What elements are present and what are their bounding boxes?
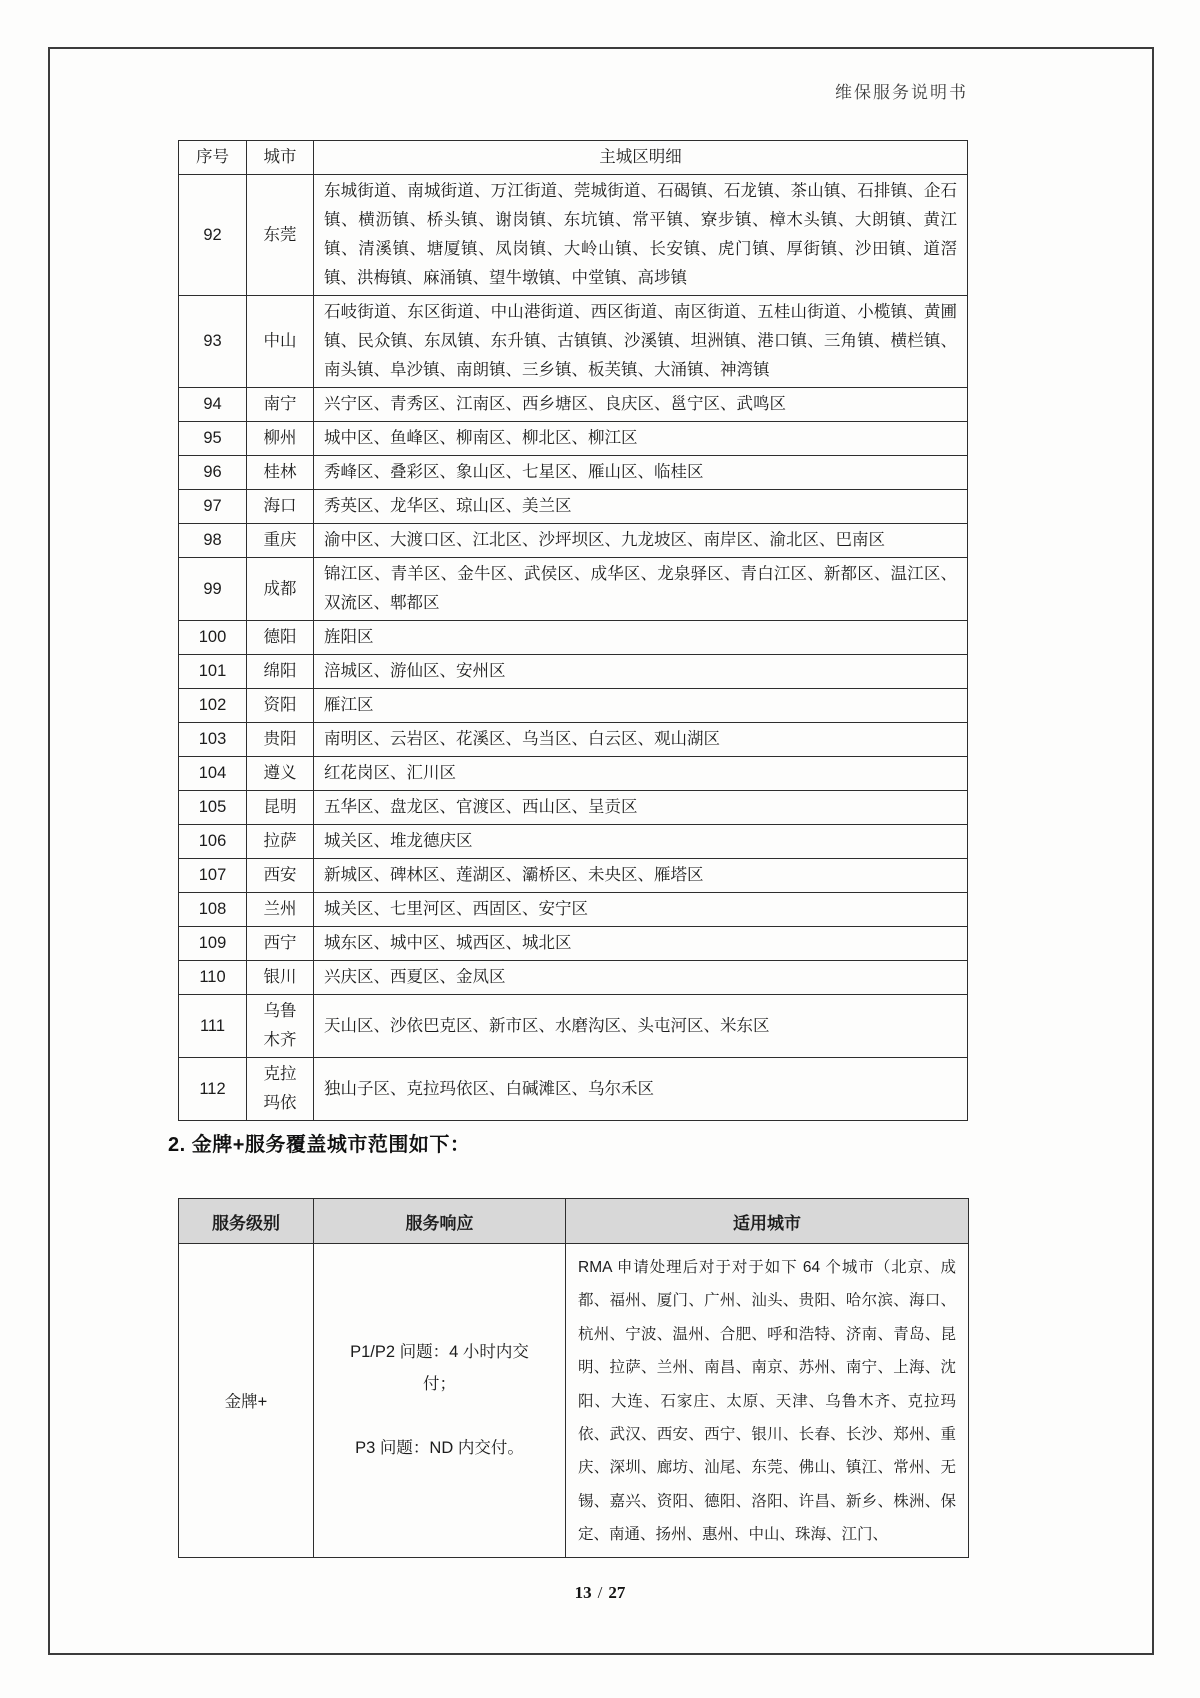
row-districts-cell: 旌阳区 [314, 621, 968, 655]
row-number-cell: 105 [179, 791, 247, 825]
table-row [179, 757, 968, 791]
page-footer [0, 1583, 1200, 1603]
row-city-cell: 东莞 [247, 175, 314, 296]
row-city-cell: 桂林 [247, 456, 314, 490]
service-table-body [179, 1244, 969, 1558]
row-number-cell: 112 [179, 1058, 247, 1121]
row-districts-cell: 锦江区、青羊区、金牛区、武侯区、成华区、龙泉驿区、青白江区、新都区、温江区、双流区、郫都区 [314, 558, 968, 621]
row-districts-cell: 渝中区、大渡口区、江北区、沙坪坝区、九龙坡区、南岸区、渝北区、巴南区 [314, 524, 968, 558]
row-number-cell: 98 [179, 524, 247, 558]
row-city-cell: 拉萨 [247, 825, 314, 859]
row-number-cell: 101 [179, 655, 247, 689]
table-row [179, 175, 968, 296]
table-row [179, 723, 968, 757]
row-number-cell: 111 [179, 995, 247, 1058]
table-row [179, 655, 968, 689]
service-table-row [179, 1244, 969, 1558]
row-number-cell: 97 [179, 490, 247, 524]
row-city-cell: 昆明 [247, 791, 314, 825]
table-row [179, 621, 968, 655]
table-row [179, 524, 968, 558]
row-number-cell: 92 [179, 175, 247, 296]
city-table-header [179, 141, 968, 175]
service-table-header [179, 1199, 969, 1244]
table-row [179, 1058, 968, 1121]
city-districts-table [178, 140, 968, 1121]
row-districts-cell: 天山区、沙依巴克区、新市区、水磨沟区、头屯河区、米东区 [314, 995, 968, 1058]
row-districts-cell: 石岐街道、东区街道、中山港街道、西区街道、南区街道、五桂山街道、小榄镇、黄圃镇、民众镇、东凤镇、东升镇、古镇镇、沙溪镇、坦洲镇、港口镇、三角镇、横栏镇、南头镇、阜沙镇、南朗镇、三乡镇、板芙镇、大涌镇、神湾镇 [314, 296, 968, 388]
row-districts-cell: 城东区、城中区、城西区、城北区 [314, 927, 968, 961]
row-districts-cell: 东城街道、南城街道、万江街道、莞城街道、石碣镇、石龙镇、茶山镇、石排镇、企石镇、横沥镇、桥头镇、谢岗镇、东坑镇、常平镇、寮步镇、樟木头镇、大朗镇、黄江镇、清溪镇、塘厦镇、凤岗镇、大岭山镇、长安镇、虎门镇、厚街镇、沙田镇、道滘镇、洪梅镇、麻涌镇、望牛墩镇、中堂镇、高埗镇 [314, 175, 968, 296]
page-number-current: 13 [574, 1583, 592, 1602]
row-number-cell: 94 [179, 388, 247, 422]
service-level-cell: 金牌+ [179, 1244, 314, 1558]
row-districts-cell: 秀英区、龙华区、琼山区、美兰区 [314, 490, 968, 524]
row-city-cell: 克拉玛依 [247, 1058, 314, 1121]
row-number-cell: 99 [179, 558, 247, 621]
row-districts-cell: 城中区、鱼峰区、柳南区、柳北区、柳江区 [314, 422, 968, 456]
col-header-city: 城市 [247, 141, 314, 175]
row-number-cell: 108 [179, 893, 247, 927]
service-table-header-row [179, 1199, 969, 1244]
row-city-cell: 柳州 [247, 422, 314, 456]
row-districts-cell: 城关区、七里河区、西固区、安宁区 [314, 893, 968, 927]
row-number-cell: 107 [179, 859, 247, 893]
col-header-service-response: 服务响应 [314, 1199, 566, 1244]
row-city-cell: 银川 [247, 961, 314, 995]
row-number-cell: 102 [179, 689, 247, 723]
row-city-cell: 西宁 [247, 927, 314, 961]
service-response-cell [314, 1244, 566, 1558]
row-number-cell: 93 [179, 296, 247, 388]
row-city-cell: 重庆 [247, 524, 314, 558]
table-row [179, 893, 968, 927]
row-number-cell: 106 [179, 825, 247, 859]
table-row [179, 490, 968, 524]
table-row [179, 456, 968, 490]
row-city-cell: 德阳 [247, 621, 314, 655]
table-row [179, 689, 968, 723]
page-number-separator: / [597, 1583, 603, 1602]
table-row [179, 961, 968, 995]
document-header-title: 维保服务说明书 [835, 83, 968, 102]
row-districts-cell: 涪城区、游仙区、安州区 [314, 655, 968, 689]
city-table-body [179, 175, 968, 1121]
table-row [179, 422, 968, 456]
row-number-cell: 104 [179, 757, 247, 791]
page-number-total: 27 [608, 1583, 626, 1602]
row-city-cell: 中山 [247, 296, 314, 388]
row-districts-cell: 城关区、堆龙德庆区 [314, 825, 968, 859]
row-city-cell: 资阳 [247, 689, 314, 723]
col-header-no: 序号 [179, 141, 247, 175]
row-city-cell: 成都 [247, 558, 314, 621]
row-districts-cell: 新城区、碑林区、莲湖区、灞桥区、未央区、雁塔区 [314, 859, 968, 893]
row-number-cell: 110 [179, 961, 247, 995]
row-number-cell: 103 [179, 723, 247, 757]
col-header-applicable-cities: 适用城市 [566, 1199, 969, 1244]
row-districts-cell: 兴宁区、青秀区、江南区、西乡塘区、良庆区、邕宁区、武鸣区 [314, 388, 968, 422]
col-header-districts: 主城区明细 [314, 141, 968, 175]
row-number-cell: 96 [179, 456, 247, 490]
row-districts-cell: 南明区、云岩区、花溪区、乌当区、白云区、观山湖区 [314, 723, 968, 757]
table-row [179, 825, 968, 859]
city-table-header-row [179, 141, 968, 175]
table-row [179, 558, 968, 621]
service-coverage-table [178, 1198, 969, 1558]
row-number-cell: 95 [179, 422, 247, 456]
row-districts-cell: 雁江区 [314, 689, 968, 723]
row-city-cell: 兰州 [247, 893, 314, 927]
row-city-cell: 贵阳 [247, 723, 314, 757]
table-row [179, 859, 968, 893]
table-row [179, 388, 968, 422]
row-districts-cell: 五华区、盘龙区、官渡区、西山区、呈贡区 [314, 791, 968, 825]
row-city-cell: 乌鲁木齐 [247, 995, 314, 1058]
table-row [179, 791, 968, 825]
table-row [179, 927, 968, 961]
row-city-cell: 西安 [247, 859, 314, 893]
row-districts-cell: 独山子区、克拉玛依区、白碱滩区、乌尔禾区 [314, 1058, 968, 1121]
row-city-cell: 海口 [247, 490, 314, 524]
service-response-line-1: P1/P2 问题：4 小时内交付； [350, 1343, 529, 1394]
row-city-cell: 绵阳 [247, 655, 314, 689]
applicable-cities-cell: RMA 申请处理后对于对于如下 64 个城市（北京、成都、福州、厦门、广州、汕头、贵阳、哈尔滨、海口、杭州、宁波、温州、合肥、呼和浩特、济南、青岛、昆明、拉萨、兰州、南昌、南京、苏州、南宁、上海、沈阳、大连、石家庄、太原、天津、乌鲁木齐、克拉玛依、武汉、西安、西宁、银川、长春、长沙、郑州、重庆、深圳、廊坊、汕尾、东莞、佛山、镇江、常州、无锡、嘉兴、资阳、德阳、洛阳、许昌、新乡、株洲、保定、南通、扬州、惠州、中山、珠海、江门、 [566, 1244, 969, 1558]
col-header-service-level: 服务级别 [179, 1199, 314, 1244]
service-response-line-2: P3 问题：ND 内交付。 [355, 1439, 524, 1458]
section-heading: 2. 金牌+服务覆盖城市范围如下： [168, 1134, 471, 1156]
row-city-cell: 南宁 [247, 388, 314, 422]
table-row [179, 296, 968, 388]
row-city-cell: 遵义 [247, 757, 314, 791]
row-districts-cell: 红花岗区、汇川区 [314, 757, 968, 791]
row-districts-cell: 秀峰区、叠彩区、象山区、七星区、雁山区、临桂区 [314, 456, 968, 490]
row-districts-cell: 兴庆区、西夏区、金凤区 [314, 961, 968, 995]
row-number-cell: 100 [179, 621, 247, 655]
row-number-cell: 109 [179, 927, 247, 961]
table-row [179, 995, 968, 1058]
